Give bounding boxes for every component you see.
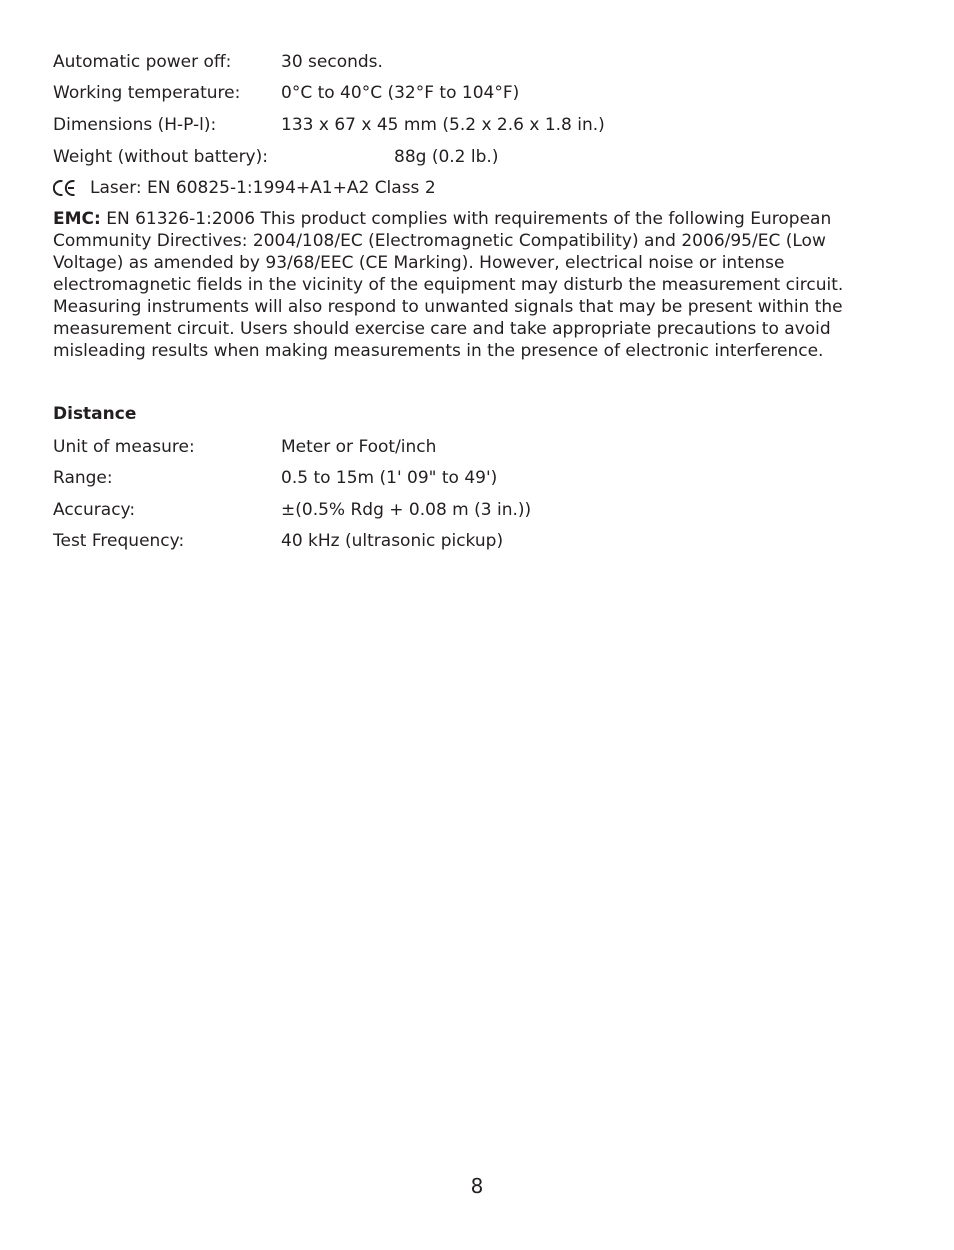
spec-value: Meter or Foot/inch — [281, 437, 437, 457]
laser-text: Laser: EN 60825-1:1994+A1+A2 Class 2 — [90, 178, 436, 198]
spec-label: Weight (without battery): — [53, 147, 268, 167]
spec-value: 40 kHz (ultrasonic pickup) — [281, 531, 504, 551]
spec-label: Test Frequency: — [53, 531, 185, 551]
page-number: 8 — [470, 1174, 484, 1198]
spec-value: 0°C to 40°C (32°F to 104°F) — [281, 83, 520, 103]
emc-label: EMC: — [53, 209, 101, 229]
spec-label: Unit of measure: — [53, 437, 195, 457]
spec-label: Range: — [53, 468, 113, 488]
spec-value: 30 seconds. — [281, 52, 383, 72]
spec-value: 133 x 67 x 45 mm (5.2 x 2.6 x 1.8 in.) — [281, 115, 605, 135]
ce-mark-icon — [53, 179, 77, 197]
section-title-distance: Distance — [53, 404, 137, 424]
spec-label: Automatic power off: — [53, 52, 232, 72]
emc-text: EN 61326-1:2006 This product complies with requirements of the following European Community Directives: 2004/108/EC (Electromagnetic Compatibility) and 2006/95/EC (Low Voltage) as amended by 93/68/EEC (CE Marking). However, electrical noise or intense electromagnetic fields in the vicinity of the equipment may disturb the measurement circuit. Measuring instruments will also respond to unwanted signals that may be present within the measurement circuit. Users should exercise care and take appropriate precautions to avoid misleading results when making measurements in the presence of electronic interference. — [53, 209, 844, 361]
spec-label: Dimensions (H-P-l): — [53, 115, 217, 135]
emc-paragraph — [53, 208, 888, 362]
spec-value: 0.5 to 15m (1' 09" to 49') — [281, 468, 498, 488]
spec-value: 88g (0.2 lb.) — [394, 147, 499, 167]
spec-value: ±(0.5% Rdg + 0.08 m (3 in.)) — [281, 500, 532, 520]
spec-label: Accuracy: — [53, 500, 136, 520]
spec-label: Working temperature: — [53, 83, 241, 103]
